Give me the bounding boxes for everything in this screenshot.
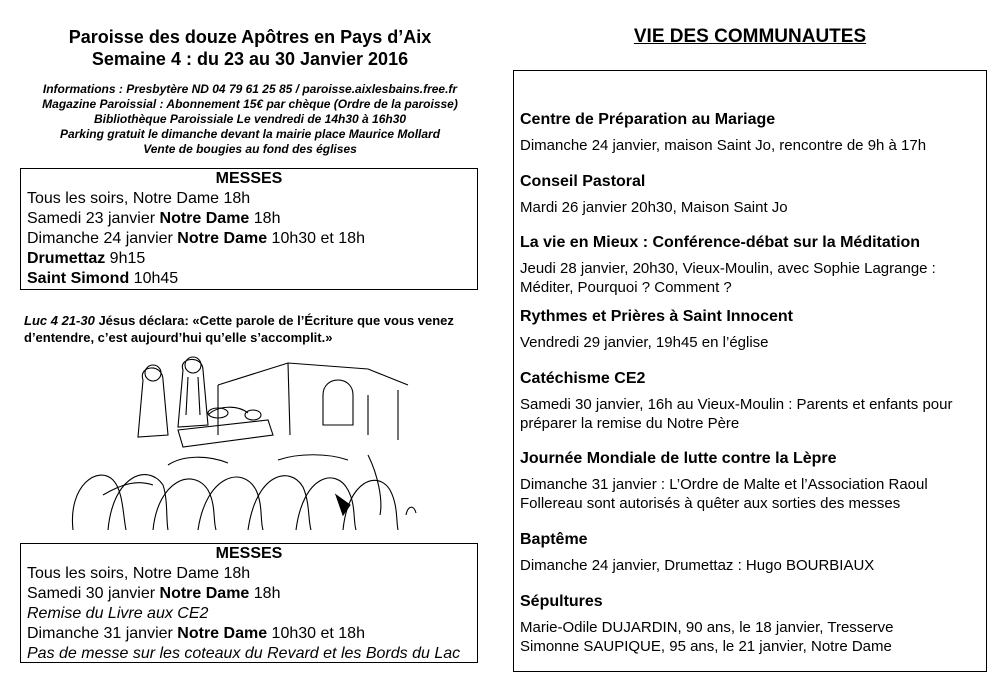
mass-time: 18h — [249, 585, 281, 602]
gospel-text: Jésus déclara: «Cette parole de l’Écriture que vous venez d’entendre, c’est aujourd’hui qu’elle s’accomplit.» — [24, 313, 454, 345]
mass-place: Drumettaz — [27, 250, 106, 267]
section-title: La vie en Mieux : Conférence-débat sur la Méditation — [520, 234, 921, 251]
mass-day: Samedi 23 janvier — [27, 210, 160, 227]
mass-day: Dimanche 31 janvier — [27, 625, 178, 642]
section-body: Simonne SAUPIQUE, 95 ans, le 21 janvier, Notre Dame — [520, 638, 892, 655]
communities-title: VIE DES COMMUNAUTES — [633, 26, 867, 47]
info-line: Informations : Presbytère ND 04 79 61 25 85 / paroisse.aixlesbains.free.fr — [42, 82, 458, 96]
section-title: Journée Mondiale de lutte contre la Lèpre — [520, 450, 837, 467]
section-body: Marie-Odile DUJARDIN, 90 ans, le 18 janvier, Tresserve — [520, 619, 894, 636]
gospel-reference: Luc 4 21-30 — [24, 313, 95, 328]
mass-note: Pas de messe sur les coteaux du Revard et les Bords du Lac — [27, 645, 461, 662]
section-title: Sépultures — [520, 593, 603, 610]
mass-day: Dimanche 24 janvier — [27, 230, 178, 247]
mass-line — [27, 249, 471, 269]
section-title: Conseil Pastoral — [520, 173, 646, 190]
mass-day: Samedi 30 janvier — [27, 585, 160, 602]
section-body: Jeudi 28 janvier, 20h30, Vieux-Moulin, avec Sophie Lagrange : Méditer, Pourquoi ? Comment ? — [520, 260, 936, 296]
mass-time: 10h45 — [129, 270, 179, 287]
section-body: Samedi 30 janvier, 16h au Vieux-Moulin : Parents et enfants pour préparer la remise du Notre Père — [520, 396, 953, 432]
info-line: Vente de bougies au fond des églises — [143, 142, 357, 156]
info-line: Bibliothèque Paroissiale Le vendredi de 14h30 à 16h30 — [93, 112, 407, 126]
messes-box-week4 — [20, 168, 478, 290]
section-title: Rythmes et Prières à Saint Innocent — [520, 308, 793, 325]
mass-line — [27, 269, 471, 289]
mass-place: Saint Simond — [27, 270, 130, 287]
info-line: Parking gratuit le dimanche devant la mairie place Maurice Mollard — [59, 127, 441, 141]
mass-line — [27, 584, 471, 604]
mass-place: Notre Dame — [177, 230, 268, 247]
info-line: Magazine Paroissial : Abonnement 15€ par chèque (Ordre de la paroisse) — [42, 97, 458, 111]
mass-time: 9h15 — [105, 250, 146, 267]
mass-line: Tous les soirs, Notre Dame 18h — [27, 565, 251, 582]
gospel-quote — [24, 312, 484, 346]
mass-line — [27, 229, 471, 249]
info-block — [20, 82, 480, 157]
mass-place: Notre Dame — [159, 585, 250, 602]
mass-time: 10h30 et 18h — [267, 230, 365, 247]
mass-note: Remise du Livre aux CE2 — [27, 605, 209, 622]
parish-header — [20, 26, 480, 70]
messes-title: MESSES — [215, 170, 283, 187]
section-title: Baptême — [520, 531, 588, 548]
mass-time: 10h30 et 18h — [267, 625, 365, 642]
mass-place: Notre Dame — [159, 210, 250, 227]
week-label: Semaine 4 : du 23 au 30 Janvier 2016 — [91, 49, 409, 69]
mass-line — [27, 209, 471, 229]
parish-name: Paroisse des douze Apôtres en Pays d’Aix — [68, 27, 432, 47]
section-body: Dimanche 24 janvier, maison Saint Jo, rencontre de 9h à 17h — [520, 137, 927, 154]
section-body: Mardi 26 janvier 20h30, Maison Saint Jo — [520, 199, 788, 216]
jesus-synagogue-illustration — [68, 355, 428, 530]
section-body: Dimanche 31 janvier : L’Ordre de Malte et l’Association Raoul Follereau sont autorisés à quêter aux sorties des messes — [520, 476, 928, 512]
mass-line — [27, 624, 471, 644]
mass-place: Notre Dame — [177, 625, 268, 642]
section-body: Vendredi 29 janvier, 19h45 en l’église — [520, 334, 769, 351]
section-title: Centre de Préparation au Mariage — [520, 111, 776, 128]
section-title: Catéchisme CE2 — [520, 370, 646, 387]
messes-box-week5 — [20, 543, 478, 663]
mass-time: 18h — [249, 210, 281, 227]
messes-title: MESSES — [215, 545, 283, 562]
section-body: Dimanche 24 janvier, Drumettaz : Hugo BOURBIAUX — [520, 557, 875, 574]
mass-line: Tous les soirs, Notre Dame 18h — [27, 190, 251, 207]
